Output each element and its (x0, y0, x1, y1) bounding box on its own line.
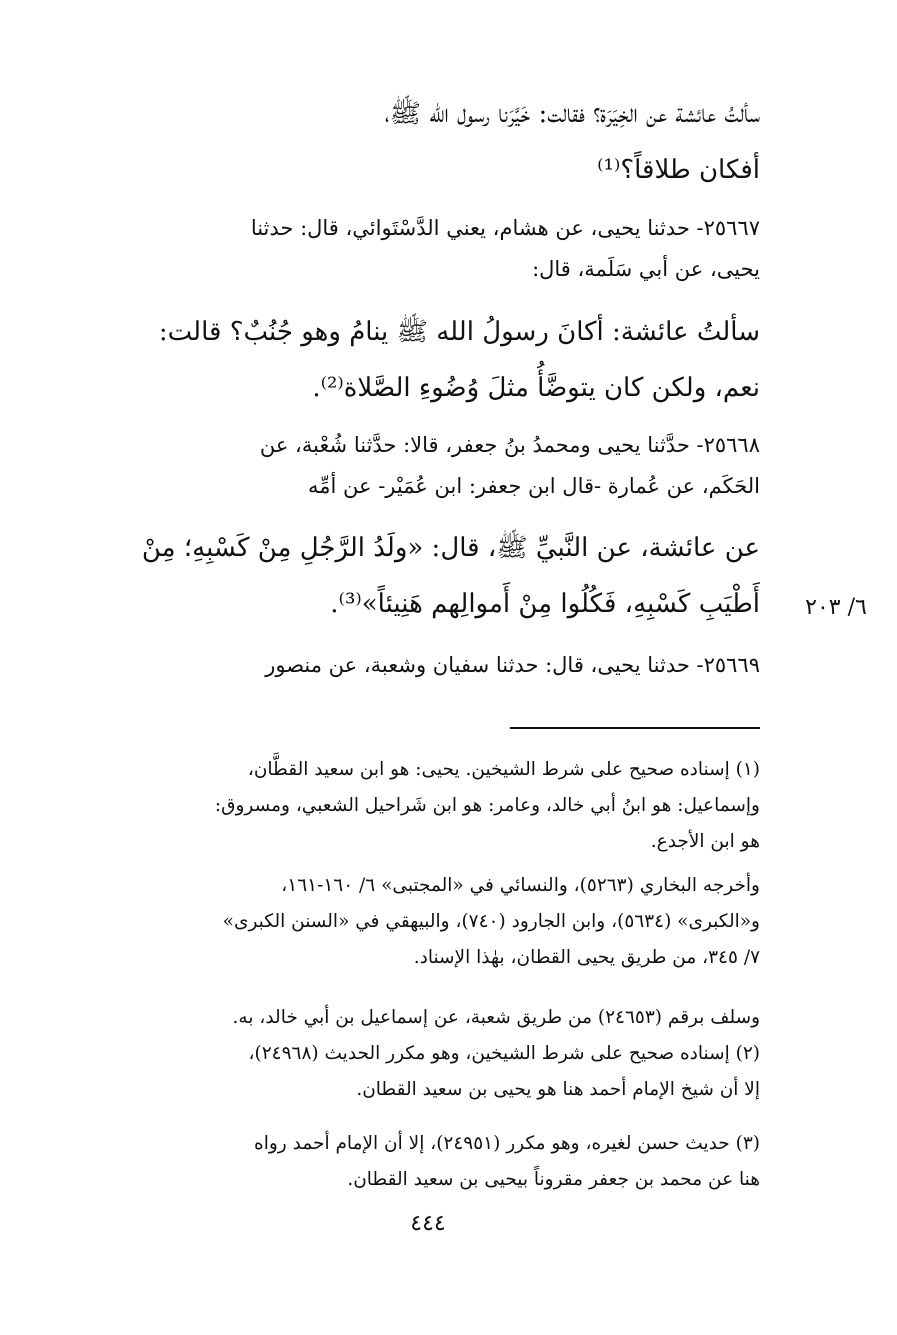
isnad-25669 (62, 645, 760, 686)
text-line: يحيى، عن أبي سَلَمة، قال: (532, 257, 760, 281)
text-line: سألتُ عائشة: أكانَ رسولُ الله ﷺ ينامُ وهو جُنُبٌ؟ قالت: (158, 317, 760, 347)
footnote-line: ٧/ ٣٤٥، من طريق يحيى القطان، بهٰذا الإسناد. (413, 947, 760, 968)
footnote-1 (62, 752, 760, 860)
footnote-line: (١) إسناده صحيح على شرط الشيخين. يحيى: هو ابن سعيد القطَّان، (247, 759, 760, 780)
text-line: ٢٥٦٦٩- حدثنا يحيى، قال: حدثنا سفيان وشعبة، عن منصور (265, 653, 760, 677)
footnote-line: هو ابن الأجدع. (650, 831, 760, 852)
footnote-2 (62, 1000, 760, 1108)
isnad-25668 (62, 425, 760, 507)
text-line: أَطْيَبِ كَسْبِهِ، فَكُلُوا مِنْ أَموالِهم هَنِيئاً»⁽³⁾. (330, 589, 760, 619)
footnote-line: و«الكبرى» (٥٦٣٤)، وابن الجارود (٧٤٠)، والبيهقي في «السنن الكبرى» (222, 911, 760, 932)
footnote-1-sources (62, 868, 760, 976)
page-number: ٤٤٤ (410, 1211, 446, 1236)
text-line: نعم، ولكن كان يتوضَّأُ مثلَ وُضُوءِ الصَّلاة⁽²⁾. (312, 373, 760, 403)
text-line: أفكان طلاقاً؟⁽¹⁾ (597, 155, 760, 185)
footnote-line: (٣) حديث حسن لغيره، وهو مكرر (٢٤٩٥١)، إلا أن الإمام أحمد رواه (254, 1133, 760, 1154)
footnote-line: وإسماعيل: هو ابنُ أبي خالد، وعامر: هو ابن شَراحيل الشعبي، ومسروق: (214, 795, 760, 816)
hadith-text-1 (62, 86, 760, 198)
footnote-line: وسلف برقم (٢٤٦٥٣) من طريق شعبة، عن إسماعيل بن أبي خالد، به. (232, 1007, 760, 1028)
footnote-separator (510, 727, 760, 729)
footnote-line: وأخرجه البخاري (٥٢٦٣)، والنسائي في «المجتبى» ٦/ ١٦٠-١٦١، (281, 875, 760, 896)
footnote-line: هنا عن محمد بن جعفر مقروناً بيحيى بن سعيد القطان. (347, 1169, 760, 1190)
text-line: عن عائشة، عن النَّبيِّ ﷺ، قال: «ولَدُ الرَّجُلِ مِنْ كَسْبِهِ؛ مِنْ (141, 533, 760, 563)
footnote-line: إلا أن شيخ الإمام أحمد هنا هو يحيى بن سعيد القطان. (356, 1079, 760, 1100)
margin-volume-page-ref: ٦/ ٢٠٣ (805, 595, 867, 620)
footnote-3 (62, 1126, 760, 1198)
footnote-line: (٢) إسناده صحيح على شرط الشيخين، وهو مكرر الحديث (٢٤٩٦٨)، (248, 1043, 760, 1064)
text-line: ٢٥٦٦٨- حدَّثنا يحيى ومحمدُ بنُ جعفر، قالا: حدَّثنا شُعْبة، عن (259, 433, 760, 457)
hadith-text-3 (62, 520, 760, 632)
text-line: الحَكَم، عن عُمارة -قال ابن جعفر: ابن عُمَيْر- عن أمِّه (307, 474, 760, 498)
isnad-25667 (62, 208, 760, 290)
hadith-text-2 (62, 304, 760, 416)
text-line: ٢٥٦٦٧- حدثنا يحيى، عن هشام، يعني الدَّسْتَوائي، قال: حدثنا (250, 216, 760, 240)
text-line: سألتُ عائشة عن الخِيَرَة؟ فقالت: خَيَّرَنا رسول الله ﷺ، (384, 99, 760, 129)
